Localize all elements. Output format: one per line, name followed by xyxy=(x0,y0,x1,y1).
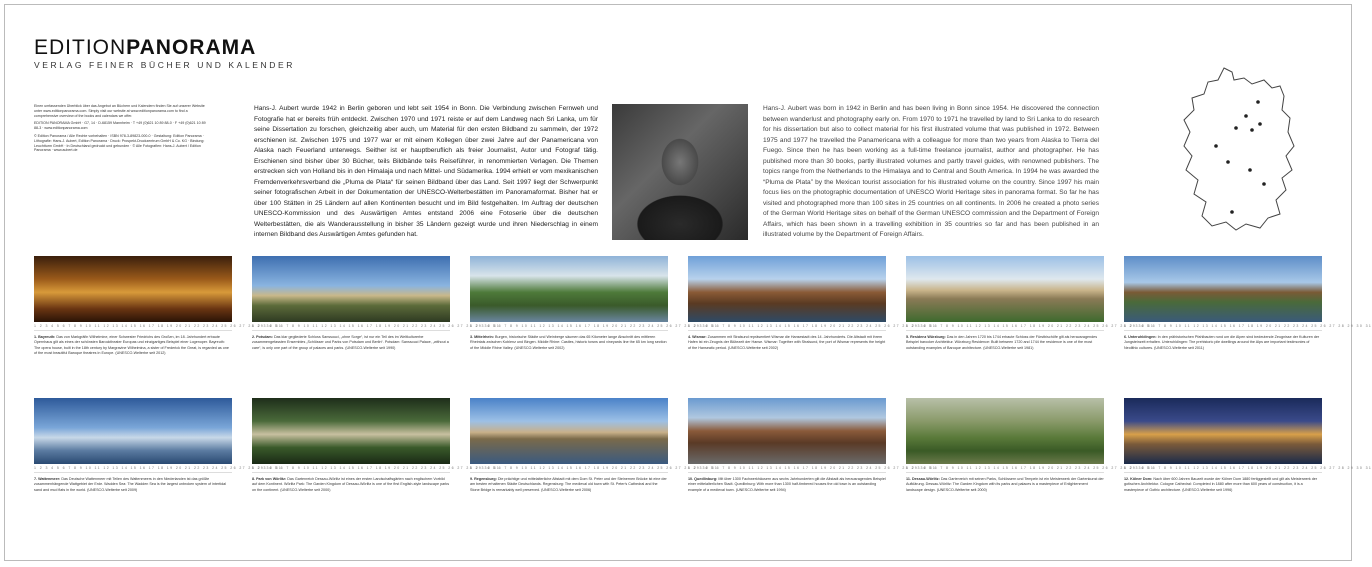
map-marker xyxy=(1250,128,1254,132)
month-caption: 4. Wismar: Zusammen mit Stralsund repräsentiert Wismar die Hansestadt des 14. Jahrhunderts. Die Altstadt mit ihrem Hafen ist ein Zeugnis der Blütezeit der Hanse. Wismar: Together with Stralsund, the port of Wismar represents the height of the Hanseatic period. (UNESCO-Welterbe seit 2002) xyxy=(688,335,886,350)
calendar-months-grid xyxy=(34,256,1372,535)
publisher-address: EDITION PANORAMA GmbH · G7, 14 · D-68159 Mannheim · T +49 (0)621 10 89 88-0 · F +49 (0)621 10 89 88-3 · www.editionpanorama.com xyxy=(34,121,206,131)
about-english: Hans-J. Aubert was born in 1942 in Berlin and has been living in Bonn since 1954. He discovered the connection between wanderlust and photography early on. From 1970 to 1971 he travelled by land to Sri Lanka to do research for his dissertation but also to collect material for his first illustrated volume that was published in 1972. Between 1975 and 1977 he travelled the Panamericana with a colleague for more than two years from Alaska to Tierra del Fuego. Since then he has been working as a full-time freelance journalist, author and photographer. He has published more than 30 books, partly illustrated volumes and partly travel guides, with renowned publishers. The topics range from the Netherlands to the Himalaya and to Central and South America. In 1994 he was awarded the “Pluma de Plata” by the Mexican tourist association for his illustrated volume on the country. Since 1997 his main focus lies on the photographic documentation of UNESCO World Heritage sites in panorama format. So far he has visited and photographed more than 100 sites in 25 countries on all continents. In 2006 he created a photo series of the German World Heritage sites on behalf of the German UNESCO commission and the Department of Foreign Affairs, which has been shown in a travelling exhibition in 35 countries so far and has been published in an illustrated volume by the Department of Foreign Affairs. xyxy=(763,105,1099,238)
publisher-info xyxy=(34,104,210,156)
month-card xyxy=(34,398,283,535)
month-caption: 1. Bayreuth: Das von Markgräfin Wilhelmine, einer Schwester Friedrichs des Großen, im 18. Jahrhundert erbaute Opernhaus gilt als eines der schönsten Barocktheater Europas und einzigartiges Beispiel einer Logenoper. Bayreuth: The opera house, built in the 18th century by Margravine Wilhelmina, a sister of Frederick the Great, is regarded as one of the most beautiful Baroque theatres in Europe. (UNESCO-Welterbe seit 2012) xyxy=(34,335,229,356)
month-photo xyxy=(906,256,1104,322)
month-caption: 11. Dessau-Wörlitz: Das Gartenreich mit seinen Parks, Schlössern und Tempeln ist ein Meisterwerk der Gartenkunst der Aufklärung. Dessau-Wörlitz: The Garden Kingdom with its parks and palaces is a masterpiece of Enlightenment landscape design. (UNESCO-Welterbe seit 2000) xyxy=(906,477,1104,492)
germany-map xyxy=(1172,66,1310,236)
map-marker xyxy=(1248,168,1252,172)
month-photo xyxy=(688,256,886,322)
month-card xyxy=(252,398,501,535)
calendar-strip: 1 2 3 4 5 6 7 8 9 10 11 12 13 14 15 16 17 18 19 20 21 22 23 24 25 26 27 28 29 30 31 xyxy=(470,322,668,331)
photographer-portrait xyxy=(612,104,748,240)
month-card xyxy=(470,398,719,535)
month-photo xyxy=(1124,256,1322,322)
about-german: Hans-J. Aubert wurde 1942 in Berlin geboren und lebt seit 1954 in Bonn. Die Verbindung zwischen Fernweh und Fotografie hat er bereits früh entdeckt. Zwischen 1970 und 1971 reiste er auf dem Landweg nach Sri Lanka, um für seine Dissertation zu forschen, gleichzeitig aber auch, um Material für den ersten Bildband zu sammeln, der 1972 erschienen ist. Zwischen 1975 und 1977 war er mit einem Kollegen über zwei Jahre auf der Panamericana von Alaska nach Feuerland unterwegs. Seither ist er hauptberuflich als freier Journalist, Autor und Fotograf tätig. Erschienen sind bisher über 30 Bücher, teils Bildbände teils Reiseführer, in renommierten Verlagen. Die Themen erstrecken sich von Holland bis in den Himalaja und nach Mittel- und Südamerika. 1994 erhielt er vom mexikanischen Fremdenverkehrsverband die „Pluma de Plata“ für seinen Bildband über das Land. Seit 1997 liegt der Schwerpunkt seiner fotografischen Arbeit in der Dokumentation der UNESCO-Welterbestätten im Panoramaformat. Bisher hat er über 100 Stätten in 25 Ländern auf allen Kontinenten besucht und im Bild festgehalten. Im Auftrag der deutschen UNESCO-Kommission und des Auswärtigen Amtes entstand 2006 eine Fotoserie über die deutschen Welterbestätten, die als Wanderausstellung in bisher 35 Ländern gezeigt wurde und ihren Niederschlag in einem internen Bildband des Auswärtigen Amtes gefunden hat. xyxy=(254,105,598,238)
calendar-strip: 1 2 3 4 5 6 7 8 9 10 11 12 13 14 15 16 17 18 19 20 21 22 23 24 25 26 27 28 29 30 31 xyxy=(906,464,1104,473)
month-photo xyxy=(470,256,668,322)
calendar-strip: 1 2 3 4 5 6 7 8 9 10 11 12 13 14 15 16 17 18 19 20 21 22 23 24 25 26 27 28 29 30 31 xyxy=(252,322,450,331)
calendar-strip: 1 2 3 4 5 6 7 8 9 10 11 12 13 14 15 16 17 18 19 20 21 22 23 24 25 26 27 28 29 30 31 xyxy=(688,322,886,331)
map-marker xyxy=(1226,160,1230,164)
month-photo xyxy=(252,398,450,464)
month-photo xyxy=(1124,398,1322,464)
calendar-strip: 1 2 3 4 5 6 7 8 9 10 11 12 13 14 15 16 17 18 19 20 21 22 23 24 25 26 27 28 29 30 31 xyxy=(906,322,1104,331)
month-photo xyxy=(906,398,1104,464)
map-marker xyxy=(1258,122,1262,126)
month-card xyxy=(34,256,283,393)
calendar-strip: 1 2 3 4 5 6 7 8 9 10 11 12 13 14 15 16 17 18 19 20 21 22 23 24 25 26 27 28 29 30 31 xyxy=(34,464,232,473)
calendar-strip: 1 2 3 4 5 6 7 8 9 10 11 12 13 14 15 16 17 18 19 20 21 22 23 24 25 26 27 28 29 30 31 xyxy=(470,464,668,473)
month-caption: 9. Regensburg: Die prächtige und mittelalterliche Altstadt mit dem Dom St. Peter und der Steinernen Brücke ist eine der am besten erhaltenen Städte Deutschlands. Regensburg: The medieval old town with St. Peter's Cathedral and the Stone Bridge is remarkably well preserved. (UNESCO-Welterbe seit 2006) xyxy=(470,477,667,492)
publisher-credits: © Edition Panorama / Alle Rechte vorbehalten · ISBN 978-3-89823-000-0 · Gestaltung: Edition Panorama · Lithografie: Hans-J. Aubert, Edition Panorama · Druck: Prospekt-Druckzentrum GmbH & Co. KG · Bindung: Leuchtturm GmbH · In Deutschland gedruckt und gebunden · © Alle Fotografien: Hans-J. Aubert / Edition Panorama · www.aubert.de xyxy=(34,133,205,153)
brand-tagline: VERLAG FEINER BÜCHER UND KALENDER xyxy=(34,60,296,70)
months-row-2 xyxy=(34,398,1372,535)
brand-logo: EDITIONPANORAMA xyxy=(34,36,257,59)
month-caption: 10. Quedlinburg: Mit über 1300 Fachwerkhäusern aus sechs Jahrhunderten gilt die Altstadt als herausragendes Beispiel einer mittelalterlichen Stadt. Quedlinburg: With more than 1300 half-timbered houses the old town is an outstanding example of a medieval town. (UNESCO-Welterbe seit 1994) xyxy=(688,477,886,492)
month-photo xyxy=(34,398,232,464)
month-card xyxy=(688,398,937,535)
calendar-strip: 1 2 3 4 5 6 7 8 9 10 11 12 13 14 15 16 17 18 19 20 21 22 23 24 25 26 27 28 29 30 31 xyxy=(688,464,886,473)
month-caption: 8. Park von Wörlitz: Das Gartenreich Dessau-Wörlitz ist eines der ersten Landschaftsgärten nach englischem Vorbild auf dem Kontinent. Wörlitz Park: The Garden Kingdom of Dessau-Wörlitz is one of the first English-style landscape parks on the continent. (UNESCO-Welterbe seit 2000) xyxy=(252,477,450,492)
month-photo xyxy=(688,398,886,464)
month-card xyxy=(470,256,719,393)
month-card xyxy=(906,398,1155,535)
month-photo xyxy=(470,398,668,464)
month-card xyxy=(1124,398,1372,535)
month-card xyxy=(688,256,937,393)
map-marker xyxy=(1234,126,1238,130)
month-caption: 2. Potsdam: Das klar gegliederte Schloss Sanssouci, „ohne Sorge“, ist nur ein Teil des im Weltkulturerbe zusammengefassten Ensembles „Schlösser und Parks von Potsdam und Berlin“. Potsdam: Sanssouci Palace, „without a care“, is only one part of the group of palaces and parks. (UNESCO-Welterbe seit 1990) xyxy=(252,335,449,350)
month-caption: 12. Kölner Dom: Nach über 600 Jahren Bauzeit wurde der Kölner Dom 1880 fertiggestellt und gilt als Meisterwerk der gotischen Architektur. Cologne Cathedral: Completed in 1880 after more than 600 years of construction, it is a masterpiece of Gothic architecture. (UNESCO-Welterbe seit 1996) xyxy=(1124,477,1318,492)
map-marker xyxy=(1214,144,1218,148)
calendar-strip: 1 2 3 4 5 6 7 8 9 10 11 12 13 14 15 16 17 18 19 20 21 22 23 24 25 26 27 28 29 30 31 xyxy=(34,322,232,331)
map-marker xyxy=(1230,210,1234,214)
map-marker xyxy=(1262,182,1266,186)
map-marker xyxy=(1244,114,1248,118)
month-photo xyxy=(34,256,232,322)
month-card xyxy=(252,256,501,393)
months-row-1 xyxy=(34,256,1372,393)
month-card xyxy=(1124,256,1372,393)
month-photo xyxy=(252,256,450,322)
month-caption: 3. Mittelrhein: Burgen, historische Städte und Weinberge säumen das 65 Kilometer lange Abschnitt des mittleren Rheintals zwischen Koblenz und Bingen. Middle Rhine: Castles, historic towns and vineyards line the 65 km long section of the Middle Rhine Valley. (UNESCO-Welterbe seit 2002) xyxy=(470,335,667,350)
calendar-strip: 1 2 3 4 5 6 7 8 9 10 11 12 13 14 15 16 17 18 19 20 21 22 23 24 25 26 27 28 29 30 31 xyxy=(252,464,450,473)
calendar-strip: 1 2 3 4 5 6 7 8 9 10 11 12 13 14 15 16 17 18 19 20 21 22 23 24 25 26 27 28 29 30 31 xyxy=(1124,322,1322,331)
month-caption: 6. Unteruhldingen: In den prähistorischen Pfahlbauten rund um die Alpen sind bedeutende Zeugnisse der Kulturen der Jungsteinzeit erhalten. Unteruhldingen: The prehistoric pile dwellings around the Alps are important testimonies of Neolithic cultures. (UNESCO-Welterbe seit 2011) xyxy=(1124,335,1320,350)
month-caption: 7. Wattenmeer: Das Deutsche Wattenmeer mit Teilen des Wattenmeers in den Niederlanden ist das größte zusammenhängende Wattgebiet der Erde. Wadden Sea: The Wadden Sea is the largest unbroken system of intertidal sand and mud flats in the world. (UNESCO-Welterbe seit 2009) xyxy=(34,477,226,492)
month-card xyxy=(906,256,1155,393)
month-caption: 5. Residenz Würzburg: Das in den Jahren 1720 bis 1744 erbaute Schloss der Fürstbischöfe gilt als herausragendes Beispiel barocker Architektur. Würzburg Residence: Built between 1720 and 1744 the residence is one of the most outstanding examples of Baroque architecture. (UNESCO-Welterbe seit 1981) xyxy=(906,335,1098,350)
map-marker xyxy=(1256,100,1260,104)
calendar-strip: 1 2 3 4 5 6 7 8 9 10 11 12 13 14 15 16 17 18 19 20 21 22 23 24 25 26 27 28 29 30 31 xyxy=(1124,464,1322,473)
publisher-intro: Einen umfassenden Überblick über das Angebot an Büchern und Kalendern finden Sie auf unserer Website unter www.editionpanorama.com. Simply visit our website at www.editionpanorama.com to find a comprehensive overview of the books and calendars we offer. xyxy=(34,104,205,118)
